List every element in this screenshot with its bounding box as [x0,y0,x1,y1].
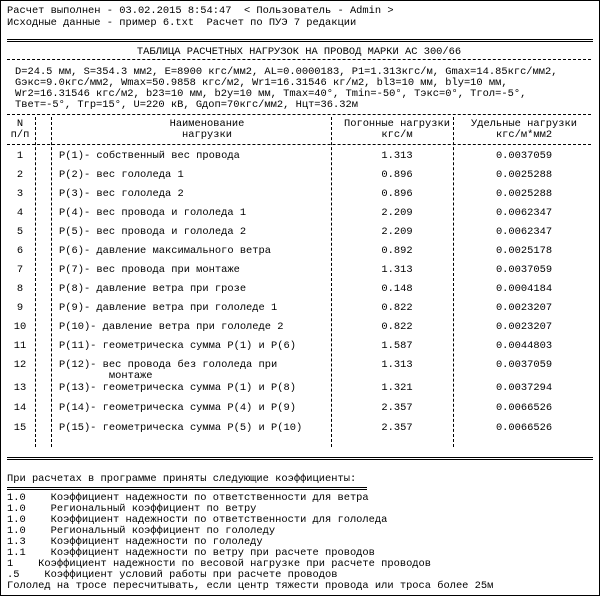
row-3-load: 0.896 [381,188,413,200]
param-line-2: Gэкс=9.0кгс/мм2, Wmax=50.9858 кгс/м2, Wr1=16.31546 кг/м2, bl3=10 мм, bly=10 мм, [15,77,508,89]
row-14-name: P(14)- геометрическа сумма P(4) и P(9) [59,402,296,414]
row-8-name: P(8)- давление ветра при грозе [59,283,247,295]
row-11-name: P(11)- геометрическа сумма P(1) и P(6) [59,340,296,352]
table-bottom-border [7,457,593,460]
row-3-name: P(3)- вес гололеда 2 [59,188,184,200]
param-line-4: Tвет=-5°, Tгр=15°, U=220 кВ, Gдоп=70кгс/мм2, Нцт=36.32м [15,99,358,111]
row-13-specific: 0.0037294 [495,382,553,394]
row-5-specific: 0.0062347 [495,226,553,238]
row-7-name: P(7)- вес провода при монтаже [59,264,240,276]
col-divider-2 [51,117,52,447]
notes-intro: При расчетах в программе приняты следующие коэффициенты: [7,473,357,485]
row-15-specific: 0.0066526 [495,422,553,434]
title-underline [7,59,591,60]
row-12-load: 1.313 [381,359,413,371]
row-7-specific: 0.0037059 [495,264,553,276]
row-3-specific: 0.0025288 [495,188,553,200]
row-14-load: 2.357 [381,402,413,414]
row-13-n: 13 [13,382,27,394]
col-header-name-line1: Наименование [169,118,245,130]
row-2-n: 2 [16,169,24,181]
row-15-name: P(15)- геометрическа сумма P(5) и P(10) [59,422,303,434]
row-12-name: P(12)- вес провода без гололеда при монтаже [59,359,278,382]
row-1-specific: 0.0037059 [495,150,553,162]
header-divider [7,144,591,145]
params-divider [7,114,591,115]
row-13-load: 1.321 [381,382,413,394]
row-14-specific: 0.0066526 [495,402,553,414]
note-item-8: .5 Коэффициент условий работы при расчете проводов [7,569,338,581]
param-line-3: Wr2=16.31546 кгс/м2, b23=10 мм, b2y=10 мм, Tmax=40°, Tmin=-50°, Tэкс=0°, Tгол=-5°, [15,88,527,100]
note-item-1: 1.0 Коэффициент надежности по ответственности для ветра [7,492,369,504]
note-item-3: 1.0 Коэффициент надежности по ответственности для гололеда [7,514,388,526]
col-header-n-line1: N [16,118,24,130]
row-14-n: 14 [13,402,27,414]
note-item-9: Гололед на тросе пересчитывать, если центр тяжести провода или троса более 25м [7,580,494,592]
col-header-specific-line2: кгс/м*мм2 [495,129,553,141]
col-divider-3 [331,117,332,447]
note-item-5: 1.3 Коэффициент надежности по гололеду [7,536,263,548]
row-4-load: 2.209 [381,207,413,219]
row-11-n: 11 [13,340,27,352]
row-4-name: P(4)- вес провода и гололеда 1 [59,207,247,219]
col-header-name-line2: нагрузки [182,129,232,141]
row-12-specific: 0.0037059 [495,359,553,371]
loads-table [7,39,591,459]
report-status-line: Расчет выполнен - 03.02.2015 8:54:47 < Пользователь - Admin > [7,5,394,17]
row-11-load: 1.587 [381,340,413,352]
row-9-load: 0.822 [381,302,413,314]
row-6-n: 6 [16,245,24,257]
row-4-specific: 0.0062347 [495,207,553,219]
row-6-name: P(6)- давление максимального ветра [59,245,272,257]
row-4-n: 4 [16,207,24,219]
row-5-load: 2.209 [381,226,413,238]
row-15-load: 2.357 [381,422,413,434]
row-5-name: P(5)- вес провода и гололеда 2 [59,226,247,238]
row-10-name: P(10)- давление ветра при гололеде 2 [59,321,284,333]
row-2-load: 0.896 [381,169,413,181]
row-2-specific: 0.0025288 [495,169,553,181]
row-12-n: 12 [13,359,27,371]
col-header-specific-line1: Удельные нагрузки [470,118,577,130]
row-1-load: 1.313 [381,150,413,162]
notes-underline [7,487,367,490]
param-line-1: D=24.5 мм, S=354.3 мм2, E=8900 кгс/мм2, AL=0.0000183, P1=1.313кгс/м, Gmax=14.85кгс/мм2, [15,66,558,78]
col-header-load-line1: Погонные нагрузки [343,118,450,130]
row-8-load: 0.148 [381,283,413,295]
note-item-2: 1.0 Региональный коэффициент по ветру [7,503,257,515]
row-9-specific: 0.0023207 [495,302,553,314]
row-5-n: 5 [16,226,24,238]
table-title: ТАБЛИЦА РАСЧЕТНЫХ НАГРУЗОК НА ПРОВОД МАРКИ АС 300/66 [136,46,462,58]
row-13-name: P(13)- геометрическа сумма P(1) и P(8) [59,382,296,394]
row-1-name: P(1)- собственный вес провода [59,150,240,162]
row-10-specific: 0.0023207 [495,321,553,333]
row-10-load: 0.822 [381,321,413,333]
row-10-n: 10 [13,321,27,333]
note-item-4: 1.0 Региональный коэффициент по гололеду [7,525,276,537]
row-8-specific: 0.0004184 [495,283,553,295]
row-9-n: 9 [16,302,24,314]
row-1-n: 1 [16,150,24,162]
row-6-load: 0.892 [381,245,413,257]
row-7-n: 7 [16,264,24,276]
row-15-n: 15 [13,422,27,434]
row-6-specific: 0.0025178 [495,245,553,257]
col-divider-4 [453,117,454,447]
col-header-n-line2: п/п [10,129,30,141]
row-9-name: P(9)- давление ветра при гололеде 1 [59,302,278,314]
row-7-load: 1.313 [381,264,413,276]
col-divider-1 [35,117,36,447]
row-8-n: 8 [16,283,24,295]
row-2-name: P(2)- вес гололеда 1 [59,169,184,181]
col-header-load-line2: кгс/м [381,129,413,141]
source-data-line: Исходные данные - пример 6.txt Расчет по ПУЭ 7 редакции [7,17,357,29]
row-3-n: 3 [16,188,24,200]
note-item-6: 1.1 Коэффициент надежности по ветру при расчете проводов [7,547,375,559]
row-11-specific: 0.0044803 [495,340,553,352]
note-item-7: 1 Коэффициент надежности по весовой нагрузке при расчете проводов [7,558,432,570]
